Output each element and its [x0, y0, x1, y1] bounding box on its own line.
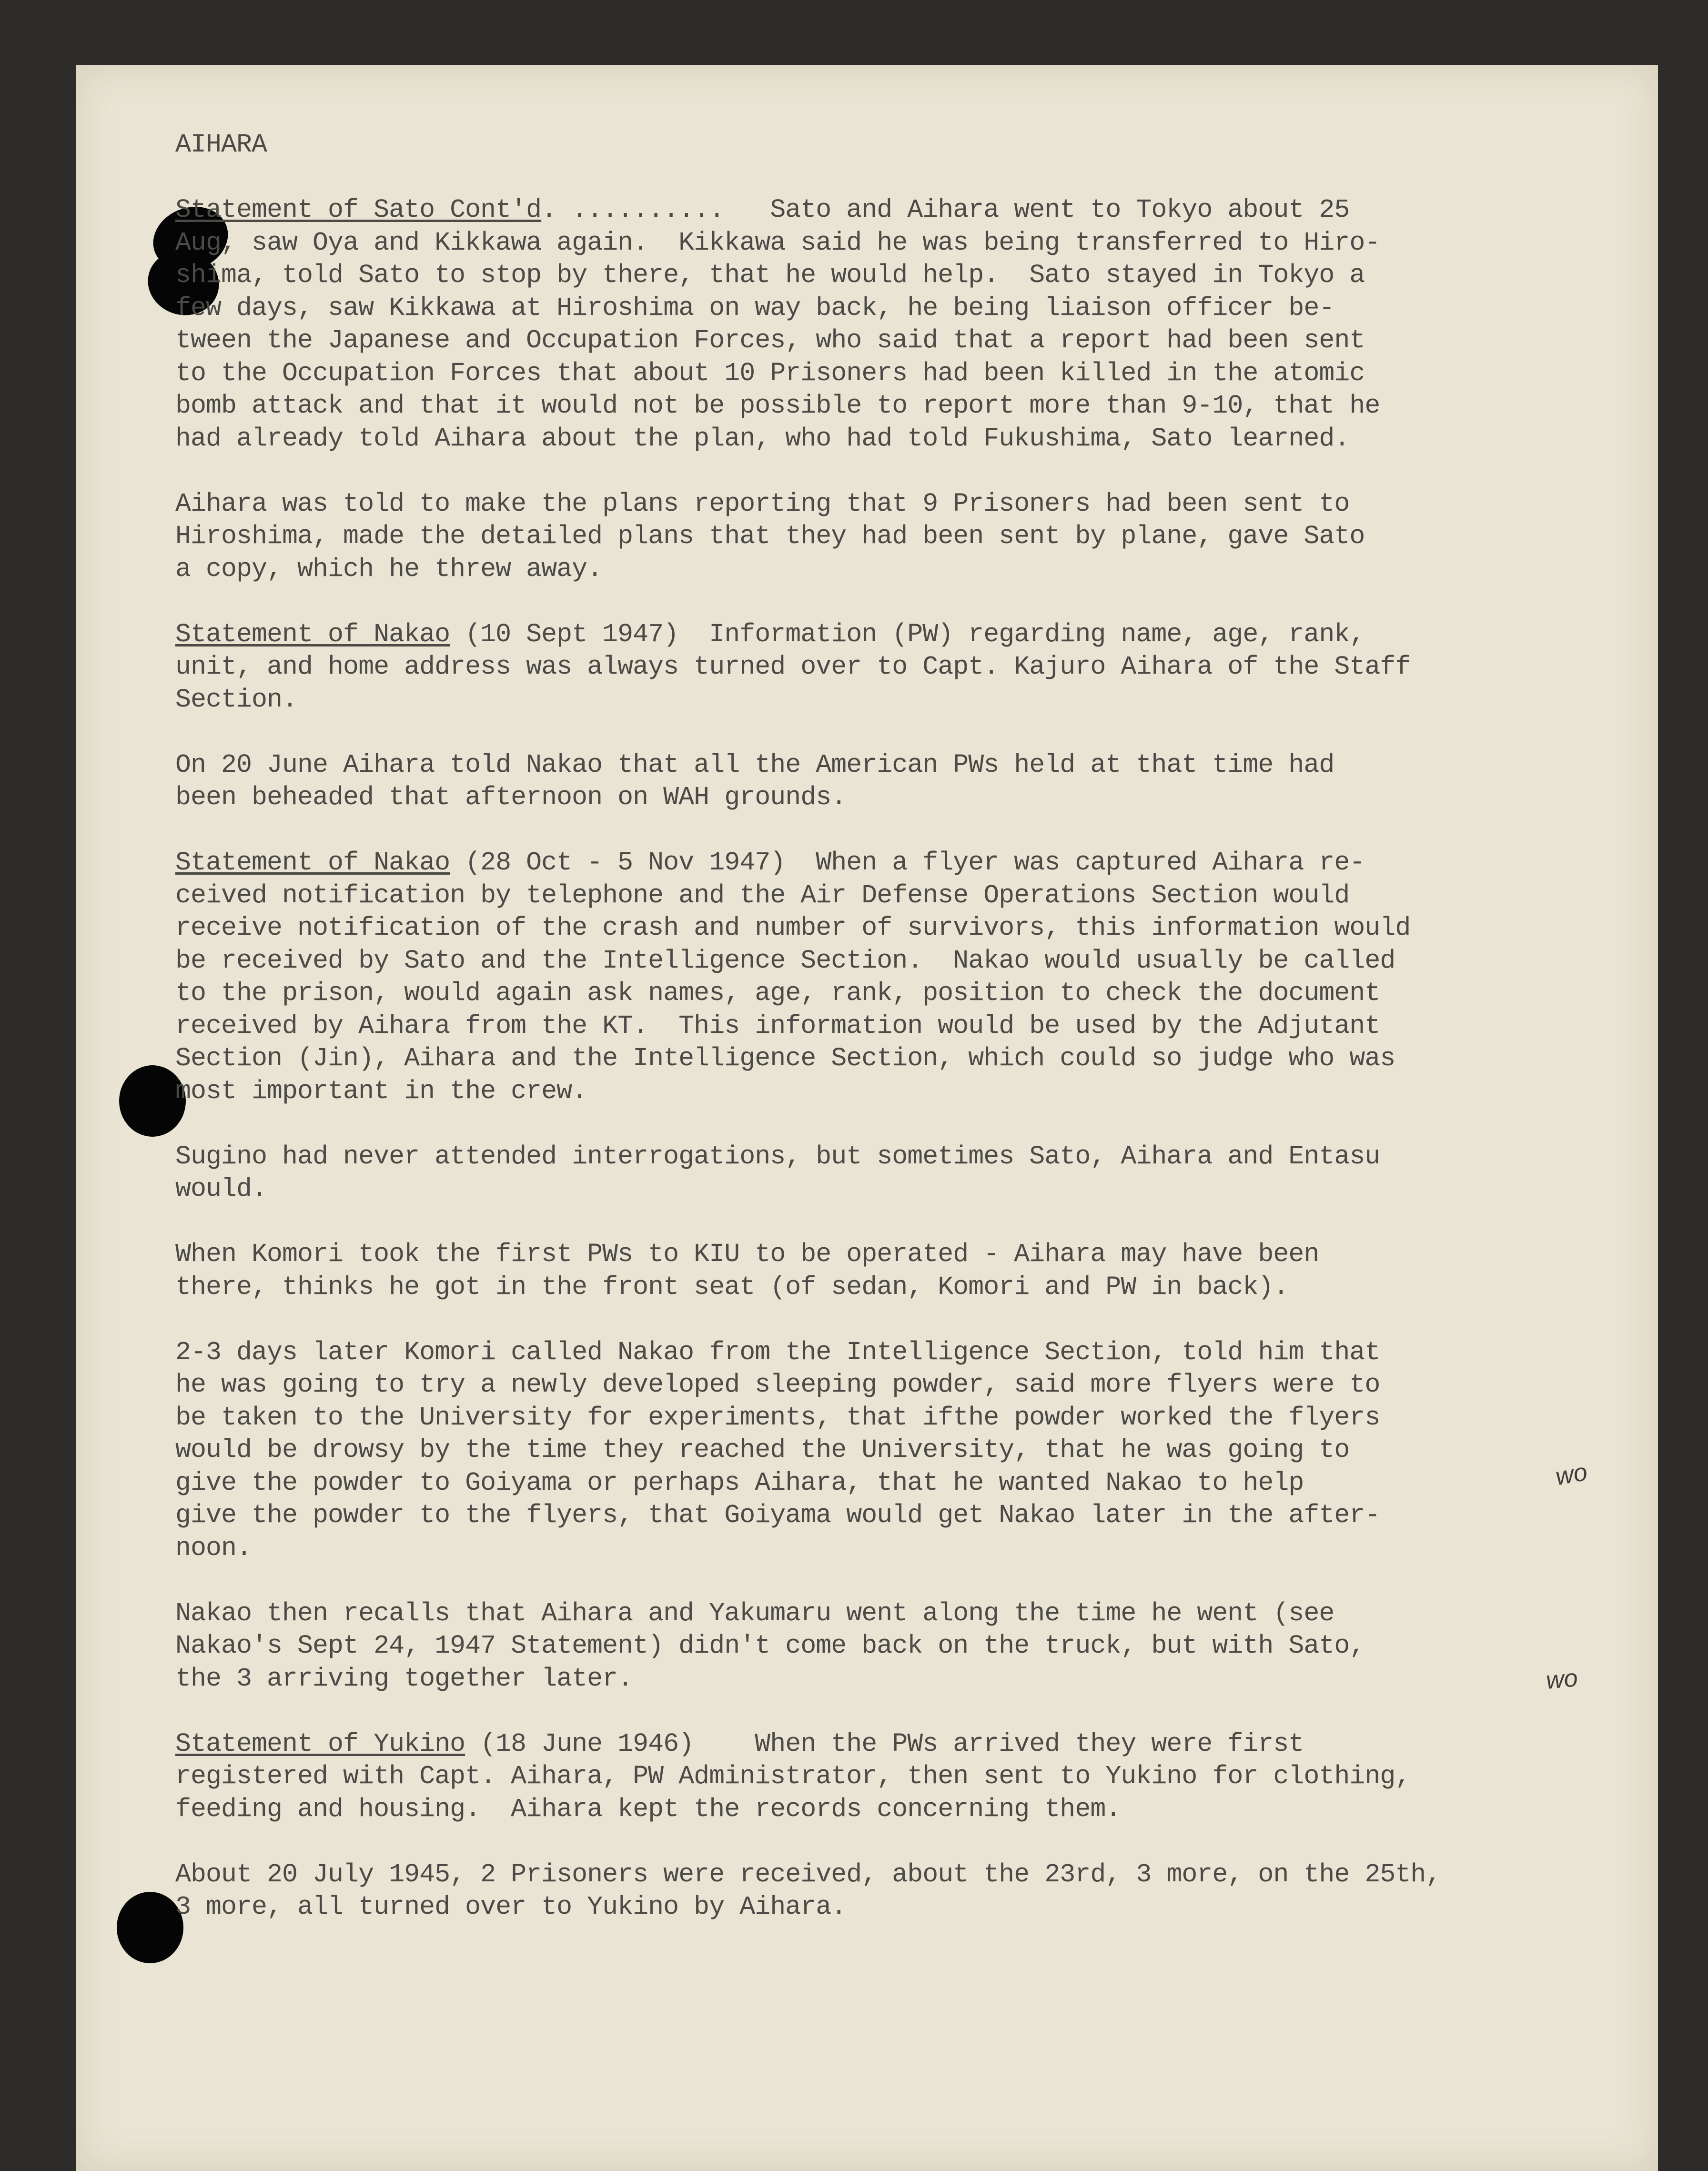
- paragraph-line: he was going to try a newly developed sleeping powder, said more flyers were to: [175, 1370, 1380, 1400]
- paragraph-line: Statement of Nakao (10 Sept 1947) Information (PW) regarding name, age, rank,: [175, 619, 1365, 649]
- document-text: [175, 129, 1600, 1924]
- paragraph-line: be taken to the University for experiments, that ifthe powder worked the flyers: [175, 1402, 1380, 1433]
- paragraph-line: to the Occupation Forces that about 10 Prisoners had been killed in the atomic: [175, 358, 1365, 388]
- paragraph-line: receive notification of the crash and number of survivors, this information would: [175, 913, 1411, 943]
- paragraph-line: Section (Jin), Aihara and the Intelligence Section, which could so judge who was: [175, 1043, 1395, 1073]
- paragraph-line: a copy, which he threw away.: [175, 554, 603, 584]
- paragraph-line: give the powder to the flyers, that Goiyama would get Nakao later in the after-: [175, 1500, 1380, 1530]
- paragraph-line: to the prison, would again ask names, age, rank, position to check the document: [175, 978, 1380, 1008]
- paragraph-line: Statement of Nakao (28 Oct - 5 Nov 1947) When a flyer was captured Aihara re-: [175, 848, 1365, 878]
- paragraph-line: feeding and housing. Aihara kept the records concerning them.: [175, 1794, 1121, 1824]
- paragraph-line: give the powder to Goiyama or perhaps Aihara, that he wanted Nakao to help: [175, 1467, 1304, 1498]
- statement-heading: Statement of Nakao: [175, 619, 450, 649]
- paragraph-line: 2-3 days later Komori called Nakao from the Intelligence Section, told him that: [175, 1337, 1380, 1367]
- paragraph-line: would.: [175, 1174, 267, 1204]
- paragraph-line: Aug, saw Oya and Kikkawa again. Kikkawa said he was being transferred to Hiro-: [175, 227, 1380, 258]
- margin-note: wo: [1545, 1664, 1579, 1695]
- paragraph-line: the 3 arriving together later.: [175, 1663, 633, 1694]
- page-header: AIHARA: [175, 130, 267, 160]
- paragraph-line: 3 more, all turned over to Yukino by Aihara.: [175, 1892, 847, 1922]
- paragraph-line: registered with Capt. Aihara, PW Administrator, then sent to Yukino for clothing,: [175, 1761, 1411, 1791]
- paragraph-line: Section.: [175, 684, 298, 715]
- paragraph-line: About 20 July 1945, 2 Prisoners were received, about the 23rd, 3 more, on the 25th,: [175, 1859, 1441, 1889]
- paragraph-line: Sugino had never attended interrogations, but sometimes Sato, Aihara and Entasu: [175, 1141, 1380, 1171]
- paragraph-line: Nakao then recalls that Aihara and Yakumaru went along the time he went (see: [175, 1598, 1334, 1628]
- paragraph-line: shima, told Sato to stop by there, that he would help. Sato stayed in Tokyo a: [175, 260, 1365, 290]
- paragraph-line: been beheaded that afternoon on WAH grounds.: [175, 782, 847, 812]
- paragraph-line: unit, and home address was always turned over to Capt. Kajuro Aihara of the Staff: [175, 652, 1411, 682]
- statement-heading: Statement of Nakao: [175, 848, 450, 878]
- statement-heading: Statement of Sato Cont'd: [175, 195, 542, 225]
- paragraph-line: most important in the crew.: [175, 1076, 587, 1106]
- paragraph-line: ceived notification by telephone and the Air Defense Operations Section would: [175, 880, 1350, 910]
- paragraph-line: there, thinks he got in the front seat (of sedan, Komori and PW in back).: [175, 1272, 1289, 1302]
- paragraph-line: few days, saw Kikkawa at Hiroshima on way back, he being liaison officer be-: [175, 293, 1334, 323]
- paragraph-line: On 20 June Aihara told Nakao that all the American PWs held at that time had: [175, 749, 1334, 780]
- paragraph-line: Aihara was told to make the plans reporting that 9 Prisoners had been sent to: [175, 488, 1350, 519]
- paragraph-line: When Komori took the first PWs to KIU to be operated - Aihara may have been: [175, 1239, 1319, 1269]
- paragraph-line: tween the Japanese and Occupation Forces, who said that a report had been sent: [175, 325, 1365, 355]
- paragraph-line: Nakao's Sept 24, 1947 Statement) didn't come back on the truck, but with Sato,: [175, 1631, 1365, 1661]
- paragraph-line: would be drowsy by the time they reached the University, that he was going to: [175, 1435, 1350, 1465]
- paragraph-line: Statement of Yukino (18 June 1946) When the PWs arrived they were first: [175, 1728, 1304, 1759]
- paragraph-line: be received by Sato and the Intelligence Section. Nakao would usually be called: [175, 945, 1395, 976]
- paragraph-line: bomb attack and that it would not be possible to report more than 9-10, that he: [175, 391, 1380, 421]
- paragraph-line: noon.: [175, 1533, 252, 1563]
- statement-heading: Statement of Yukino: [175, 1728, 465, 1759]
- paragraph-line: received by Aihara from the KT. This information would be used by the Adjutant: [175, 1010, 1380, 1041]
- paragraph-line: Hiroshima, made the detailed plans that they had been sent by plane, gave Sato: [175, 521, 1365, 551]
- punch-hole: [117, 1892, 183, 1963]
- paragraph-line: had already told Aihara about the plan, who had told Fukushima, Sato learned.: [175, 423, 1350, 454]
- paragraph-line: Statement of Sato Cont'd. .......... Sato and Aihara went to Tokyo about 25: [175, 195, 1350, 225]
- margin-note: wo: [1553, 1458, 1590, 1491]
